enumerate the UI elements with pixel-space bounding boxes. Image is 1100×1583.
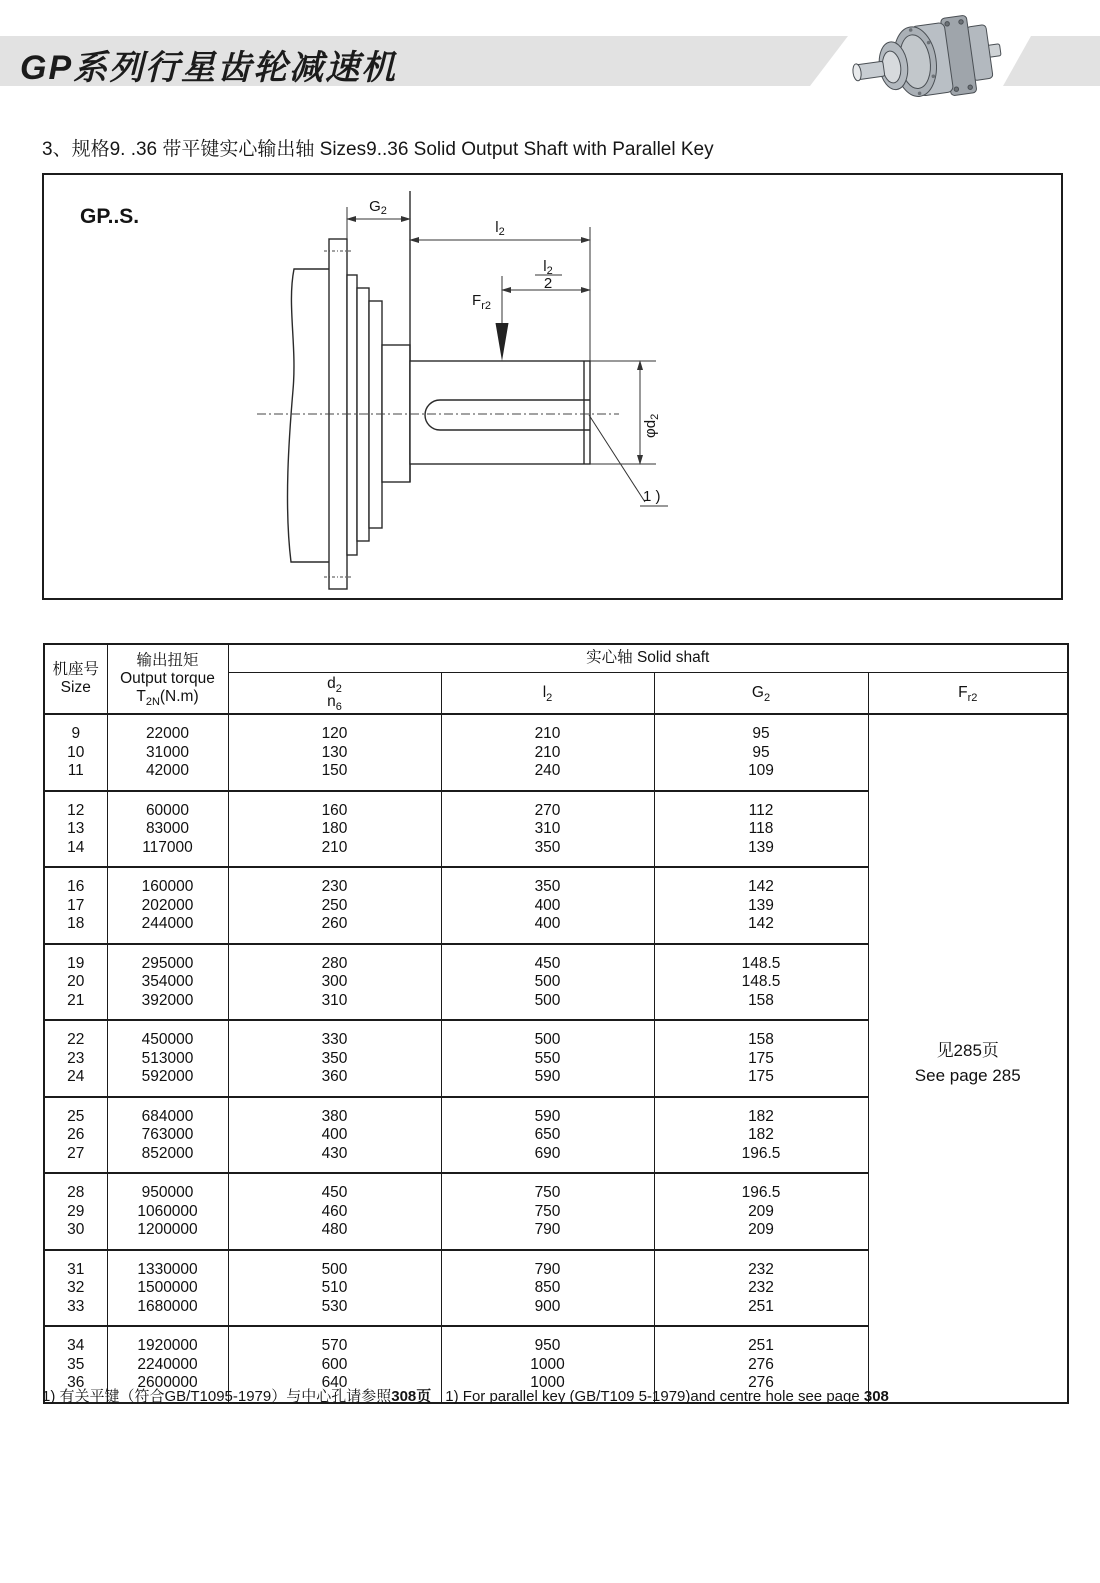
value-cell: 450: [441, 944, 654, 974]
value-cell: 590: [441, 1068, 654, 1097]
value-cell: 900: [441, 1298, 654, 1327]
fr2-note-en: See page 285: [914, 1066, 1021, 1086]
value-cell: 210: [441, 744, 654, 763]
col-header-torque: 输出扭矩 Output torque $T_{2N}(N.m)$: [107, 644, 228, 714]
value-cell: 400: [441, 915, 654, 944]
value-cell: 1500000: [107, 1279, 228, 1298]
value-cell: 590: [441, 1097, 654, 1127]
value-cell: 142: [654, 915, 868, 944]
value-cell: 209: [654, 1203, 868, 1222]
value-cell: 95: [654, 744, 868, 763]
value-cell: 295000: [107, 944, 228, 974]
size-cell: 25: [44, 1097, 107, 1127]
value-cell: 109: [654, 762, 868, 791]
value-cell: 360: [228, 1068, 441, 1097]
drawing-model-label: GP..S.: [80, 205, 140, 228]
value-cell: 1330000: [107, 1250, 228, 1280]
table-body: [44, 714, 1068, 1403]
header-band-right: [1003, 36, 1100, 86]
col-header-fr2: $F_{r2}$: [868, 672, 1068, 714]
value-cell: 400: [228, 1126, 441, 1145]
value-cell: 310: [228, 992, 441, 1021]
value-cell: 600: [228, 1356, 441, 1375]
value-cell: 480: [228, 1221, 441, 1250]
size-cell: 31: [44, 1250, 107, 1280]
dim-label-l2: $l_2$: [495, 219, 505, 238]
value-cell: 550: [441, 1050, 654, 1069]
value-cell: 690: [441, 1145, 654, 1174]
value-cell: 392000: [107, 992, 228, 1021]
dim-label-l2-half-den: 2: [543, 275, 553, 292]
value-cell: 790: [441, 1250, 654, 1280]
value-cell: 280: [228, 944, 441, 974]
value-cell: 350: [441, 867, 654, 897]
value-cell: 750: [441, 1173, 654, 1203]
value-cell: 790: [441, 1221, 654, 1250]
size-cell: 36: [67, 1374, 85, 1391]
size-cell: 27: [67, 1144, 85, 1162]
size-cell: 33: [67, 1297, 85, 1315]
footnote: 1) 有关平键（符合GB/T1095-1979）与中心孔请参照308页 1) For parallel key (GB/T109 5-1979)and centre hole see page 308: [42, 1388, 889, 1405]
value-cell: 148.5: [654, 973, 868, 992]
value-cell: 592000: [107, 1068, 228, 1097]
value-cell: 750: [441, 1203, 654, 1222]
value-cell: 1000: [441, 1356, 654, 1375]
value-cell: 1060000: [107, 1203, 228, 1222]
force-arrow: [496, 323, 509, 361]
value-cell: 260: [228, 915, 441, 944]
value-cell: 950000: [107, 1173, 228, 1203]
dim-label-fr2: $F_{r2}$: [472, 292, 491, 312]
housing-outline: [287, 269, 329, 562]
value-cell: 350: [441, 839, 654, 868]
value-cell: 270: [441, 791, 654, 821]
value-cell: 42000: [107, 762, 228, 791]
value-cell: 1000: [441, 1374, 654, 1403]
value-cell: 130: [228, 744, 441, 763]
size-cell: 18: [67, 915, 85, 932]
value-cell: 640: [228, 1374, 441, 1403]
value-cell: 400: [441, 897, 654, 916]
value-cell: 354000: [107, 973, 228, 992]
page-title: GP系列行星齿轮减速机: [20, 49, 398, 87]
fr2-note-cell: [868, 714, 1068, 1403]
value-cell: 232: [654, 1279, 868, 1298]
drawing-box: [42, 173, 1063, 600]
value-cell: 160000: [107, 867, 228, 897]
value-cell: 500: [441, 1020, 654, 1050]
value-cell: 950: [441, 1326, 654, 1356]
value-cell: 240: [441, 762, 654, 791]
value-cell: 118: [654, 820, 868, 839]
value-cell: 196.5: [654, 1173, 868, 1203]
value-cell: 182: [654, 1126, 868, 1145]
value-cell: 31000: [107, 744, 228, 763]
value-cell: 175: [654, 1050, 868, 1069]
size-cell: 9: [71, 725, 81, 742]
value-cell: 196.5: [654, 1145, 868, 1174]
size-cell: 35: [67, 1355, 85, 1373]
value-cell: 2600000: [107, 1374, 228, 1403]
col-header-size: 机座号 Size: [44, 644, 107, 714]
value-cell: 684000: [107, 1097, 228, 1127]
size-cell: 16: [44, 867, 107, 897]
value-cell: 95: [654, 714, 868, 744]
value-cell: 460: [228, 1203, 441, 1222]
value-cell: 150: [228, 762, 441, 791]
size-cell: 23: [67, 1049, 85, 1067]
value-cell: 530: [228, 1298, 441, 1327]
size-cell: 14: [67, 838, 85, 856]
value-cell: 300: [228, 973, 441, 992]
value-cell: 850: [441, 1279, 654, 1298]
value-cell: 763000: [107, 1126, 228, 1145]
size-cell: 19: [44, 944, 107, 974]
size-cell: 34: [44, 1326, 107, 1356]
value-cell: 510: [228, 1279, 441, 1298]
size-cell: 29: [67, 1202, 85, 1220]
value-cell: 22000: [107, 714, 228, 744]
value-cell: 244000: [107, 915, 228, 944]
value-cell: 232: [654, 1250, 868, 1280]
size-cell: 28: [44, 1173, 107, 1203]
value-cell: 210: [441, 714, 654, 744]
shaft-drawing: [44, 175, 1061, 598]
value-cell: 500: [441, 973, 654, 992]
value-cell: 251: [654, 1326, 868, 1356]
col-header-g2: $G_2$: [654, 672, 868, 714]
value-cell: 1200000: [107, 1221, 228, 1250]
size-cell: 24: [67, 1068, 85, 1085]
value-cell: 350: [228, 1050, 441, 1069]
value-cell: 500: [441, 992, 654, 1021]
value-cell: 175: [654, 1068, 868, 1097]
value-cell: 139: [654, 839, 868, 868]
size-cell: 26: [67, 1126, 85, 1143]
size-cell: 21: [67, 991, 85, 1009]
col-header-d2: $d_2$ $n_6$: [228, 672, 441, 714]
value-cell: 2240000: [107, 1356, 228, 1375]
size-cell: 22: [44, 1020, 107, 1050]
value-cell: 148.5: [654, 944, 868, 974]
value-cell: 60000: [107, 791, 228, 821]
value-cell: 1920000: [107, 1326, 228, 1356]
size-cell: 20: [67, 973, 85, 990]
spec-table: [43, 643, 1069, 1404]
fr2-note-zh: 见285页: [936, 1041, 999, 1061]
size-cell: 13: [67, 820, 85, 837]
dim-label-d2: $\varphi d_2$: [642, 413, 661, 438]
size-cell: 32: [67, 1279, 85, 1296]
size-cell: 12: [44, 791, 107, 821]
value-cell: 330: [228, 1020, 441, 1050]
value-cell: 182: [654, 1097, 868, 1127]
col-header-solid-shaft: 实心轴 Solid shaft: [228, 644, 1068, 672]
value-cell: 310: [441, 820, 654, 839]
dim-label-l2-half-num: $l_2$: [543, 258, 553, 277]
value-cell: 380: [228, 1097, 441, 1127]
size-cell: 17: [67, 896, 85, 914]
value-cell: 117000: [107, 839, 228, 868]
value-cell: 430: [228, 1145, 441, 1174]
drawing-note-ref: 1 ): [643, 488, 661, 505]
value-cell: 210: [228, 839, 441, 868]
value-cell: 83000: [107, 820, 228, 839]
value-cell: 180: [228, 820, 441, 839]
table-row: [44, 714, 1068, 744]
value-cell: 1680000: [107, 1298, 228, 1327]
value-cell: 570: [228, 1326, 441, 1356]
value-cell: 209: [654, 1221, 868, 1250]
value-cell: 650: [441, 1126, 654, 1145]
value-cell: 160: [228, 791, 441, 821]
value-cell: 158: [654, 1020, 868, 1050]
output-shaft: [410, 361, 590, 464]
value-cell: 500: [228, 1250, 441, 1280]
section-subtitle: 3、规格9. .36 带平键实心输出轴 Sizes9..36 Solid Output Shaft with Parallel Key: [42, 139, 714, 160]
value-cell: 230: [228, 867, 441, 897]
size-cell: 30: [67, 1221, 85, 1238]
value-cell: 250: [228, 897, 441, 916]
value-cell: 251: [654, 1298, 868, 1327]
gear-reducer-image: [843, 5, 1011, 115]
size-cell: 10: [67, 743, 85, 761]
value-cell: 276: [654, 1374, 868, 1403]
value-cell: 139: [654, 897, 868, 916]
value-cell: 276: [654, 1356, 868, 1375]
size-cell: 11: [67, 762, 84, 779]
value-cell: 112: [654, 791, 868, 821]
col-header-l2: $l_2$: [441, 672, 654, 714]
value-cell: 450000: [107, 1020, 228, 1050]
dim-label-g2: $G_2$: [369, 198, 387, 217]
value-cell: 158: [654, 992, 868, 1021]
value-cell: 202000: [107, 897, 228, 916]
value-cell: 142: [654, 867, 868, 897]
value-cell: 513000: [107, 1050, 228, 1069]
value-cell: 450: [228, 1173, 441, 1203]
value-cell: 120: [228, 714, 441, 744]
value-cell: 852000: [107, 1145, 228, 1174]
